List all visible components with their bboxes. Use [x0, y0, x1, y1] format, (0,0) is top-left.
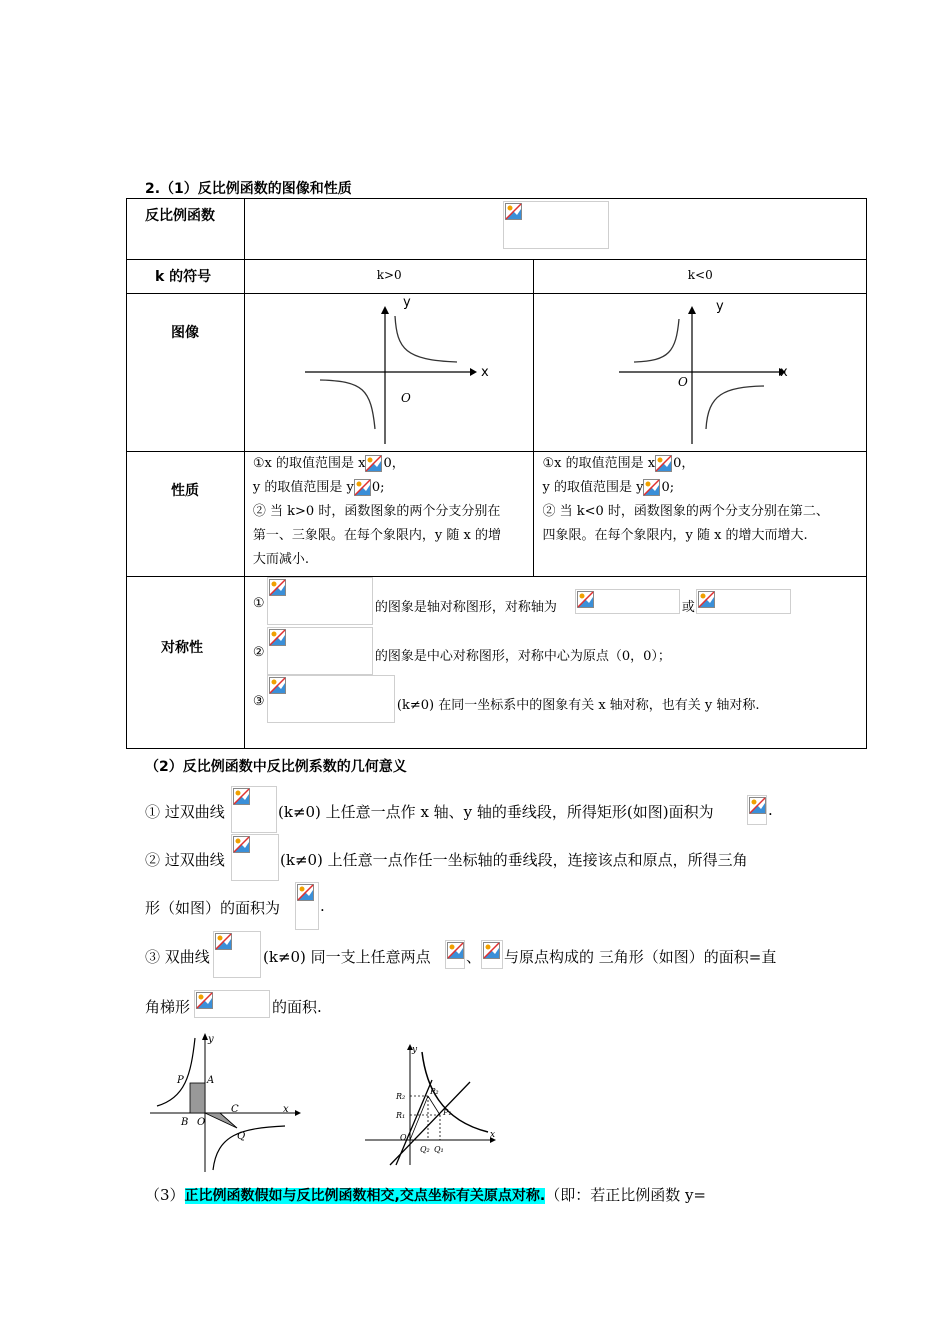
text: ① 过双曲线 [145, 803, 225, 821]
property-line: 第一、三象限。在每个象限内，y 随 x 的增 [252, 528, 501, 543]
row-label-graph: 图像 [127, 294, 245, 452]
section3-prefix: （3） [145, 1186, 185, 1204]
x-label: x [480, 365, 489, 380]
function-formula-cell [244, 199, 866, 260]
point-q: Q [237, 1131, 246, 1142]
paragraph-1-cont: (k≠0) 上任意一点作 x 轴、y 轴的垂线段，所得矩形(如图)面积为 [278, 803, 714, 821]
shaded-triangle [205, 1113, 237, 1128]
broken-image-icon [365, 455, 382, 472]
highlighted-statement: 正比例函数假如与反比例函数相交,交点坐标有关原点对称. [184, 1188, 546, 1204]
property-line: ② 当 k<0 时，函数图象的两个分支分别在第二、 [542, 504, 829, 519]
origin-label: O [400, 391, 411, 405]
point-p1: P₁ [443, 1108, 452, 1117]
formula-image [267, 675, 395, 723]
property-line: 大而减小. [252, 552, 310, 567]
table-row [127, 452, 867, 577]
central-symmetry-text: 的图象是中心对称图形，对称中心为原点（0，0）； [374, 649, 671, 664]
domain-text-end: 0， [383, 456, 405, 471]
item-number: ① [252, 596, 265, 611]
broken-image-icon [269, 579, 286, 596]
broken-image-icon [749, 797, 766, 814]
broken-image-icon [698, 591, 715, 608]
table-row [127, 577, 867, 749]
formula-image [575, 589, 680, 614]
range-text-end: 0; [371, 480, 385, 495]
range-text: y 的取值范围是 y [252, 480, 354, 495]
paragraph-3-end: 与原点构成的 三角形（如图）的面积=直 [504, 948, 777, 966]
x-arrow [295, 1110, 301, 1116]
formula-image [503, 201, 609, 249]
formula-image [231, 786, 277, 833]
k-positive: k>0 [244, 260, 534, 294]
separator: 、 [466, 948, 482, 966]
section-heading: 2.（1）反比例函数的图像和性质 [145, 181, 352, 197]
or-text: 或 [681, 600, 695, 615]
domain-text-end: 0， [673, 456, 695, 471]
properties-table [126, 198, 867, 749]
domain-text: ①x 的取值范围是 x [542, 456, 656, 471]
x-label: x [780, 365, 789, 380]
broken-image-icon [269, 677, 286, 694]
point-q2: Q₂ [420, 1145, 430, 1154]
figure-rectangle-triangle [145, 1030, 305, 1175]
properties-k-positive [244, 452, 534, 577]
point-q1: Q₁ [434, 1145, 444, 1154]
graph-k-negative-cell [534, 294, 867, 452]
point-p2: P₂ [430, 1087, 439, 1096]
domain-text: ①x 的取值范围是 x [252, 456, 366, 471]
y-label: y [402, 295, 411, 310]
y-arrow [381, 306, 389, 314]
property-line: ② 当 k>0 时，函数图象的两个分支分别在 [252, 504, 501, 519]
table-row [127, 199, 867, 260]
formula-image [747, 795, 767, 825]
y-label: y [716, 299, 725, 314]
branch-first-quadrant [395, 316, 457, 362]
point-a: A [207, 1075, 215, 1086]
period: . [768, 801, 773, 819]
y-label: y [412, 1045, 418, 1055]
broken-image-icon [643, 479, 660, 496]
formula-image [295, 882, 319, 930]
symmetry-cell [244, 577, 866, 749]
y-label: y [208, 1034, 214, 1045]
paragraph-2: ② 过双曲线 [145, 851, 225, 869]
formula-image [267, 577, 373, 625]
point-o: O [400, 1133, 407, 1142]
graph-k-negative [534, 294, 867, 452]
x-label: x [490, 1130, 496, 1140]
point-r2: R₂ [396, 1092, 406, 1101]
row-label-function: 反比例函数 [127, 199, 245, 260]
row-label-properties: 性质 [127, 452, 245, 577]
broken-image-icon [215, 933, 232, 950]
broken-image-icon [577, 591, 594, 608]
branch-third-quadrant [320, 380, 375, 429]
graph-k-positive-cell [244, 294, 534, 452]
item-number: ② [252, 645, 265, 660]
section2-heading: （2）反比例函数中反比例系数的几何意义 [145, 759, 407, 775]
paragraph-3: ③ 双曲线 [145, 948, 210, 966]
formula-image [696, 589, 791, 614]
broken-image-icon [483, 942, 500, 959]
figure-trapezoid [360, 1040, 505, 1170]
paragraph-1 [145, 801, 225, 822]
pair-symmetry-text: (k≠0) 在同一坐标系中的图象有关 x 轴对称，也有关 y 轴对称. [396, 698, 760, 713]
section3-suffix: （即：若正比例函数 y= [545, 1186, 706, 1204]
branch-fourth-quadrant [213, 1126, 285, 1170]
row-label-symmetry: 对称性 [127, 577, 245, 749]
graph-k-positive [245, 294, 535, 452]
point-r1: R₁ [396, 1111, 406, 1120]
property-line: 四象限。在每个象限内，y 随 x 的增大而增大. [542, 528, 808, 543]
period: . [320, 897, 325, 915]
broken-image-icon [297, 884, 314, 901]
paragraph-3-cont: (k≠0) 同一支上任意两点 [263, 948, 431, 966]
paragraph-3-line2-end: 的面积. [272, 998, 322, 1016]
k-negative: k<0 [534, 260, 867, 294]
broken-image-icon [233, 836, 250, 853]
row-label-k-sign: k 的符号 [127, 260, 245, 294]
axis-symmetry-text: 的图象是轴对称图形，对称轴为 [374, 600, 557, 615]
origin-label: O [678, 375, 689, 389]
broken-image-icon [196, 992, 213, 1009]
range-text: y 的取值范围是 y [542, 480, 644, 495]
formula-image [267, 627, 373, 675]
x-label: x [283, 1104, 289, 1115]
formula-image [213, 931, 261, 978]
broken-image-icon [354, 479, 371, 496]
paragraph-2-cont: (k≠0) 上任意一点作任一坐标轴的垂线段，连接该点和原点，所得三角 [280, 851, 748, 869]
y-arrow [688, 306, 696, 314]
broken-image-icon [447, 942, 464, 959]
properties-k-negative [534, 452, 867, 577]
broken-image-icon [233, 788, 250, 805]
point-o: O [197, 1117, 206, 1128]
table-row [127, 260, 867, 294]
branch-second-quadrant [157, 1038, 195, 1106]
point-p: P [177, 1075, 184, 1086]
paragraph-3-line2: 角梯形 [145, 998, 191, 1016]
shaded-rectangle [190, 1083, 205, 1113]
formula-image [231, 834, 279, 881]
formula-image [194, 990, 270, 1018]
table-row [127, 294, 867, 452]
point-b: B [181, 1117, 189, 1128]
section3-line [145, 1184, 706, 1205]
broken-image-icon [505, 203, 522, 220]
range-text-end: 0; [661, 480, 675, 495]
paragraph-2-line2: 形（如图）的面积为 [145, 899, 281, 917]
x-arrow [470, 368, 477, 376]
formula-image [445, 940, 465, 969]
broken-image-icon [655, 455, 672, 472]
branch-fourth-quadrant [706, 386, 764, 429]
branch-second-quadrant [634, 319, 679, 362]
point-c: C [231, 1104, 239, 1115]
item-number: ③ [252, 694, 265, 709]
broken-image-icon [269, 629, 286, 646]
formula-image [481, 940, 503, 969]
